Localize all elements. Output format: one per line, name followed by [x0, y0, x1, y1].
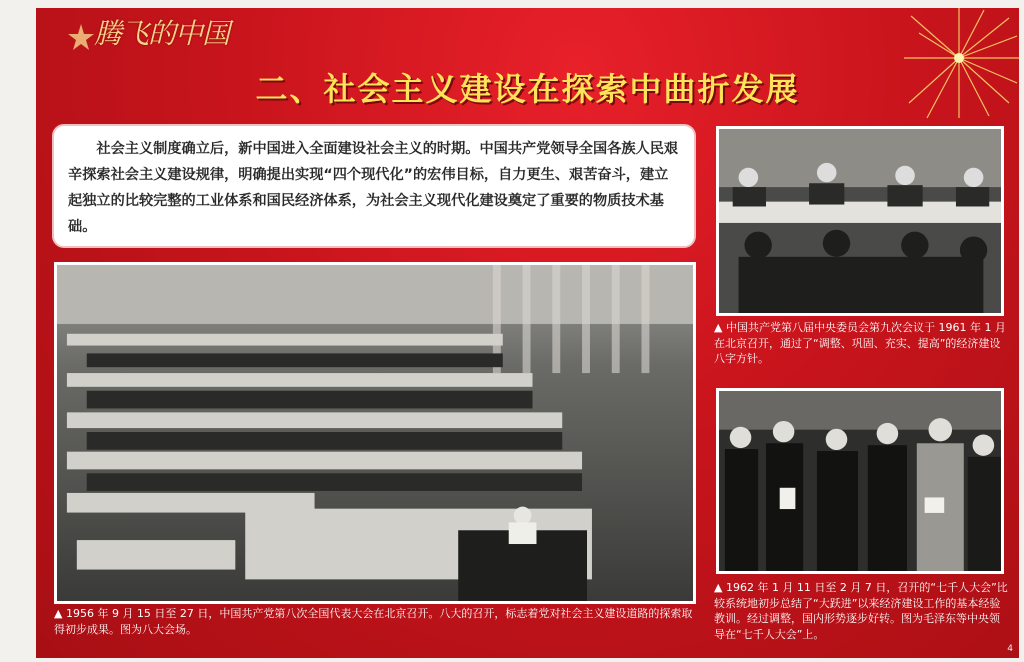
caption-eighth-congress: ▲ 1956 年 9 月 15 日至 27 日，中国共产党第八次全国代表大会在北京召开。八大的召开，标志着党对社会主义建设道路的探索取得初步成果。图为八大会场。: [54, 607, 693, 636]
seven-thousand-conference-photo: [716, 388, 1004, 574]
brand-logo: 腾飞的中国: [94, 17, 230, 50]
intro-box: [52, 124, 696, 248]
caption-plenum: ▲ 中国共产党第八届中央委员会第九次会议于 1961 年 1 月在北京召开，通过了“调整、巩固、充实、提高”的经济建设八字方针。: [714, 321, 1006, 365]
exhibit-page: [36, 8, 1019, 658]
intro-text: 社会主义制度确立后，新中国进入全面建设社会主义的时期。中国共产党领导全国各族人民艰辛探索社会主义建设规律，明确提出实现“四个现代化”的宏伟目标，自力更生、艰苦奋斗，建立起独立的比较完整的工业体系和国民经济体系，为社会主义现代化建设奠定了重要的物质技术基础。: [68, 141, 679, 235]
star-icon: [66, 22, 96, 52]
congress-hall-photo: [54, 262, 696, 604]
caption-seven-thousand-conference: ▲ 1962 年 1 月 11 日至 2 月 7 日，召开的“七千人大会”比较系统地初步总结了“大跃进”以来经济建设工作的基本经验教训。经过调整，国内形势逐步好转。图为毛泽东等中央领导在“七千人大会”上。: [714, 581, 1008, 641]
page-title: 二、社会主义建设在探索中曲折发展: [255, 70, 800, 108]
plenum-meeting-photo: [716, 126, 1004, 316]
page-number: 4: [1007, 644, 1013, 654]
